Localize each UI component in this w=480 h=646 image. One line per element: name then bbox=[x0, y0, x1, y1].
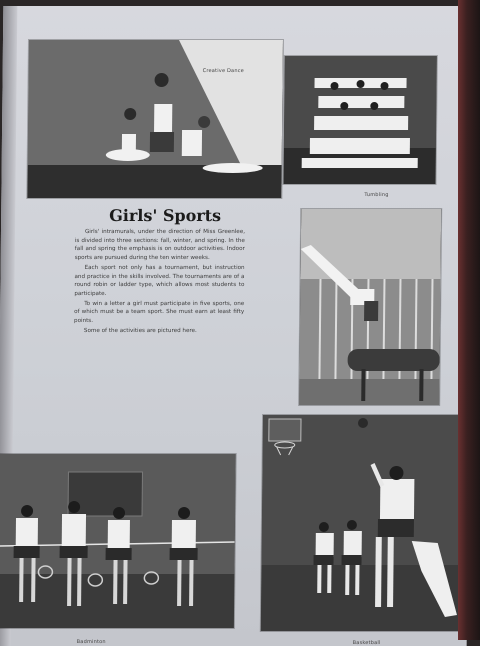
paragraph-2: Each sport not only has a tournament, but instruction and practice in the skills involved. The tournaments are of a round robin or ladder type, which allows most students to participate. bbox=[74, 264, 245, 297]
tumbling-caption: Tumbling bbox=[364, 192, 389, 198]
paragraph-3: To win a letter a girl must participate in five sports, one of which must be a team sport. She must earn at least fifty points. bbox=[74, 300, 245, 325]
article-body bbox=[74, 228, 245, 336]
paragraph-1: Girls' intramurals, under the direction of Miss Greenlee, is divided into three sections: fall, winter, and spring. In the fall and spring the emphasis is on outdoor activities. Indoor sports are pursued during the ten winter weeks. bbox=[74, 229, 246, 262]
badminton-caption: Badminton bbox=[76, 639, 106, 645]
gymnastics-photo bbox=[299, 209, 441, 405]
basketball-image bbox=[261, 415, 473, 631]
basketball-caption: Basketball bbox=[352, 640, 381, 646]
paragraph-4: Some of the activities are pictured here. bbox=[83, 327, 197, 334]
basketball-photo bbox=[261, 415, 473, 631]
badminton-photo bbox=[0, 454, 236, 628]
page-title: Girls' Sports bbox=[109, 206, 222, 225]
badminton-image bbox=[0, 454, 236, 628]
tumbling-photo bbox=[283, 56, 436, 184]
yearbook-page bbox=[0, 6, 473, 646]
book-edge bbox=[458, 0, 480, 640]
gymnastics-image bbox=[299, 209, 441, 405]
creative-dance-photo bbox=[27, 40, 283, 198]
creative-dance-image bbox=[27, 40, 283, 198]
creative-dance-caption: Creative Dance bbox=[202, 68, 244, 74]
tumbling-image bbox=[283, 56, 436, 184]
